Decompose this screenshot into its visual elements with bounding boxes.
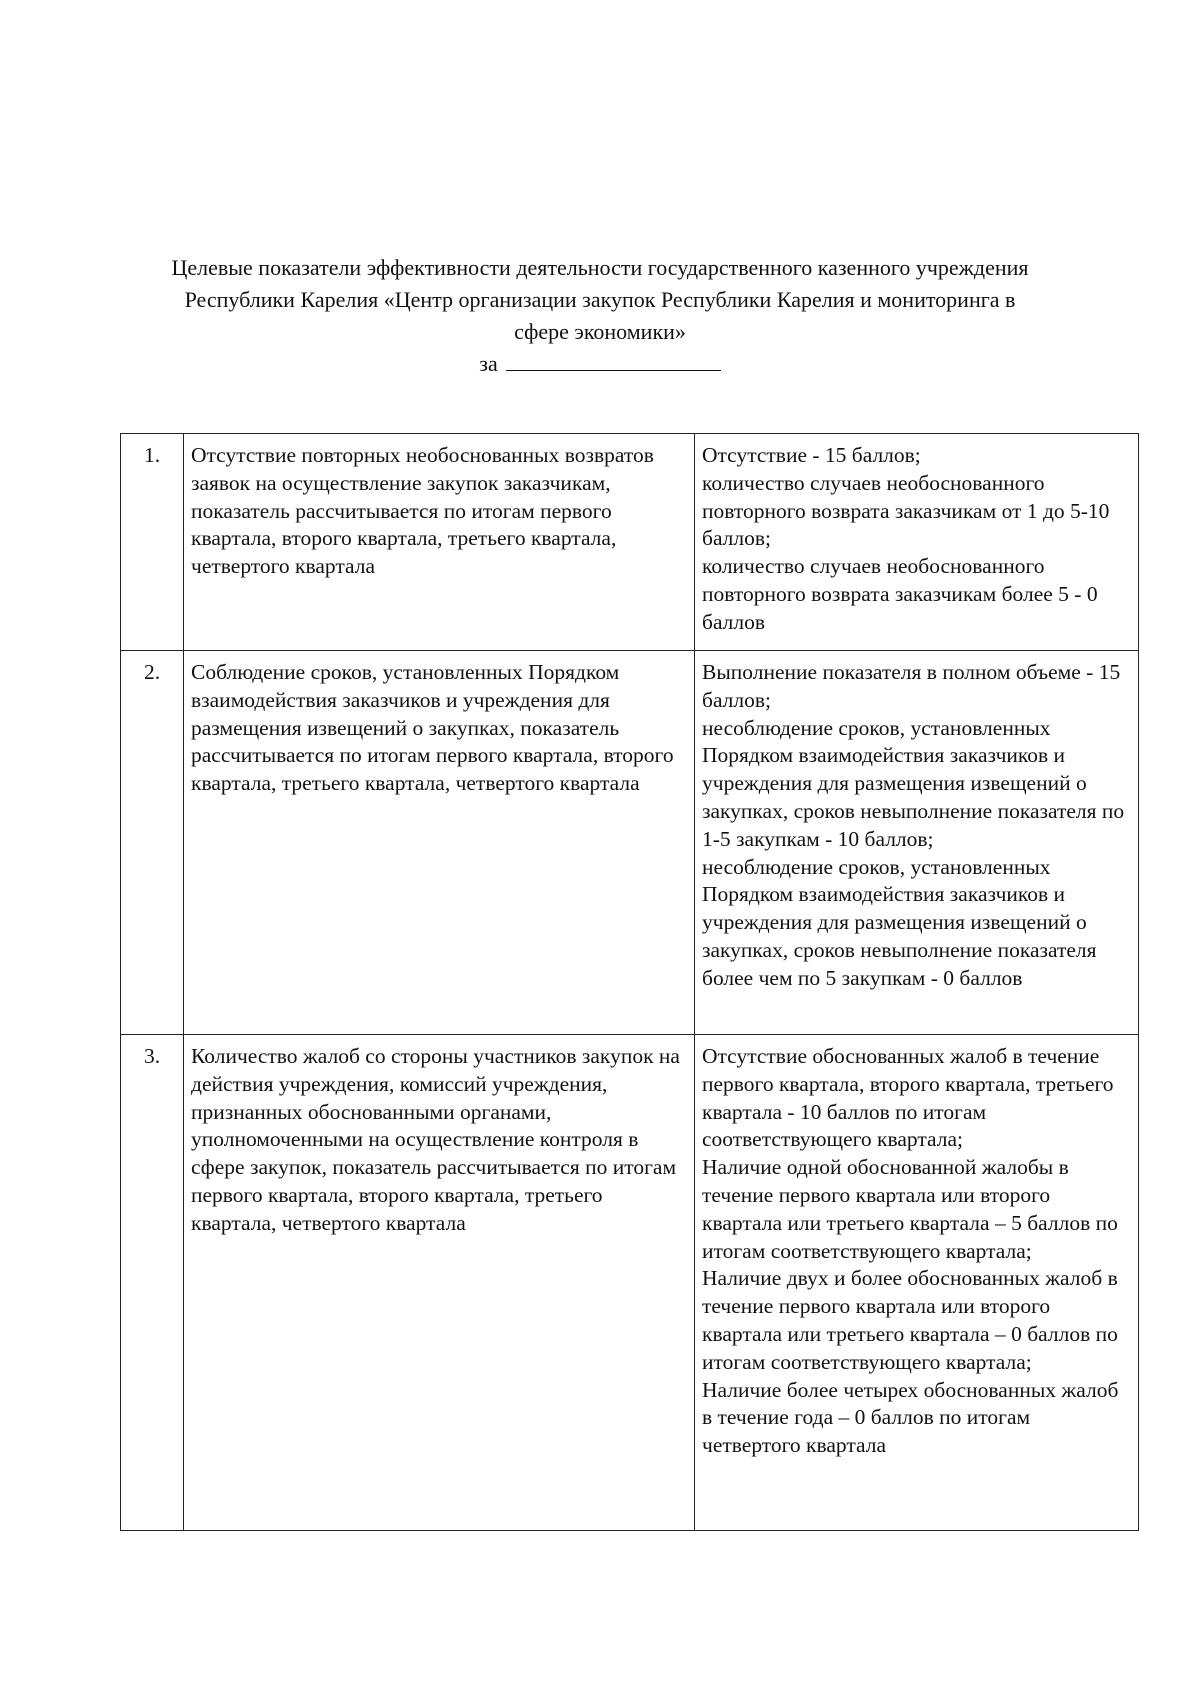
criteria-line: Наличие одной обоснованной жалобы в течение первого квартала или второго квартала или третьего квартала – 5 баллов по итогам соответствующего квартала; xyxy=(702,1155,1118,1263)
criteria-line: несоблюдение сроков, установленных Порядком взаимодействия заказчиков и учреждения для размещения извещений о закупках, сроков невыполнение показателя более чем по 5 закупкам - 0 баллов xyxy=(702,854,1097,990)
criteria-line: количество случаев необоснованного повторного возврата заказчикам более 5 - 0 баллов xyxy=(702,554,1098,634)
criteria-line: несоблюдение сроков, установленных Порядком взаимодействия заказчиков и учреждения для размещения извещений о закупках, сроков невыполнение показателя по 1-5 закупкам - 10 баллов; xyxy=(702,715,1125,851)
criteria-cell xyxy=(695,651,1139,1035)
document-title xyxy=(0,252,1200,380)
table-row xyxy=(121,434,1139,651)
title-line-3: сфере экономики» xyxy=(514,319,686,344)
table-row xyxy=(121,1035,1139,1531)
row-number: 3. xyxy=(121,1035,184,1531)
table-row xyxy=(121,651,1139,1035)
title-line-1: Целевые показатели эффективности деятельности государственного казенного учреждения xyxy=(171,255,1029,280)
indicator-text: Отсутствие повторных необоснованных возвратов заявок на осуществление закупок заказчикам, показатель рассчитывается по итогам первого квартала, второго квартала, третьего квартала, четвертого квартала xyxy=(184,434,695,651)
indicators-table xyxy=(120,433,1139,1531)
row-number: 2. xyxy=(121,651,184,1035)
criteria-line: Наличие более четырех обоснованных жалоб в течение года – 0 баллов по итогам четвертого квартала xyxy=(702,1377,1119,1458)
criteria-line: Отсутствие - 15 баллов; xyxy=(702,443,921,467)
criteria-cell xyxy=(695,1035,1139,1531)
period-label: за xyxy=(479,351,498,376)
criteria-line: Выполнение показателя в полном объеме - 15 баллов; xyxy=(702,660,1121,712)
criteria-line: Наличие двух и более обоснованных жалоб в течение первого квартала или второго квартала или третьего квартала – 0 баллов по итогам соответствующего квартала; xyxy=(702,1266,1118,1374)
criteria-cell xyxy=(695,434,1139,651)
row-number: 1. xyxy=(121,434,184,651)
period-line xyxy=(0,348,1200,380)
title-line-2: Республики Карелия «Центр организации закупок Республики Карелия и мониторинга в xyxy=(184,287,1016,312)
period-blank-field xyxy=(506,348,721,371)
indicator-text: Соблюдение сроков, установленных Порядком взаимодействия заказчиков и учреждения для размещения извещений о закупках, показатель рассчитывается по итогам первого квартала, второго квартала, третьего квартала, четвертого квартала xyxy=(184,651,695,1035)
indicator-text: Количество жалоб со стороны участников закупок на действия учреждения, комиссий учреждения, признанных обоснованными органами, уполномоченными на осуществление контроля в сфере закупок, показатель рассчитывается по итогам первого квартала, второго квартала, третьего квартала, четвертого квартала xyxy=(184,1035,695,1531)
criteria-line: количество случаев необоснованного повторного возврата заказчикам от 1 до 5-10 баллов; xyxy=(702,470,1110,551)
criteria-line: Отсутствие обоснованных жалоб в течение первого квартала, второго квартала, третьего квартала - 10 баллов по итогам соответствующего квартала; xyxy=(702,1044,1114,1152)
